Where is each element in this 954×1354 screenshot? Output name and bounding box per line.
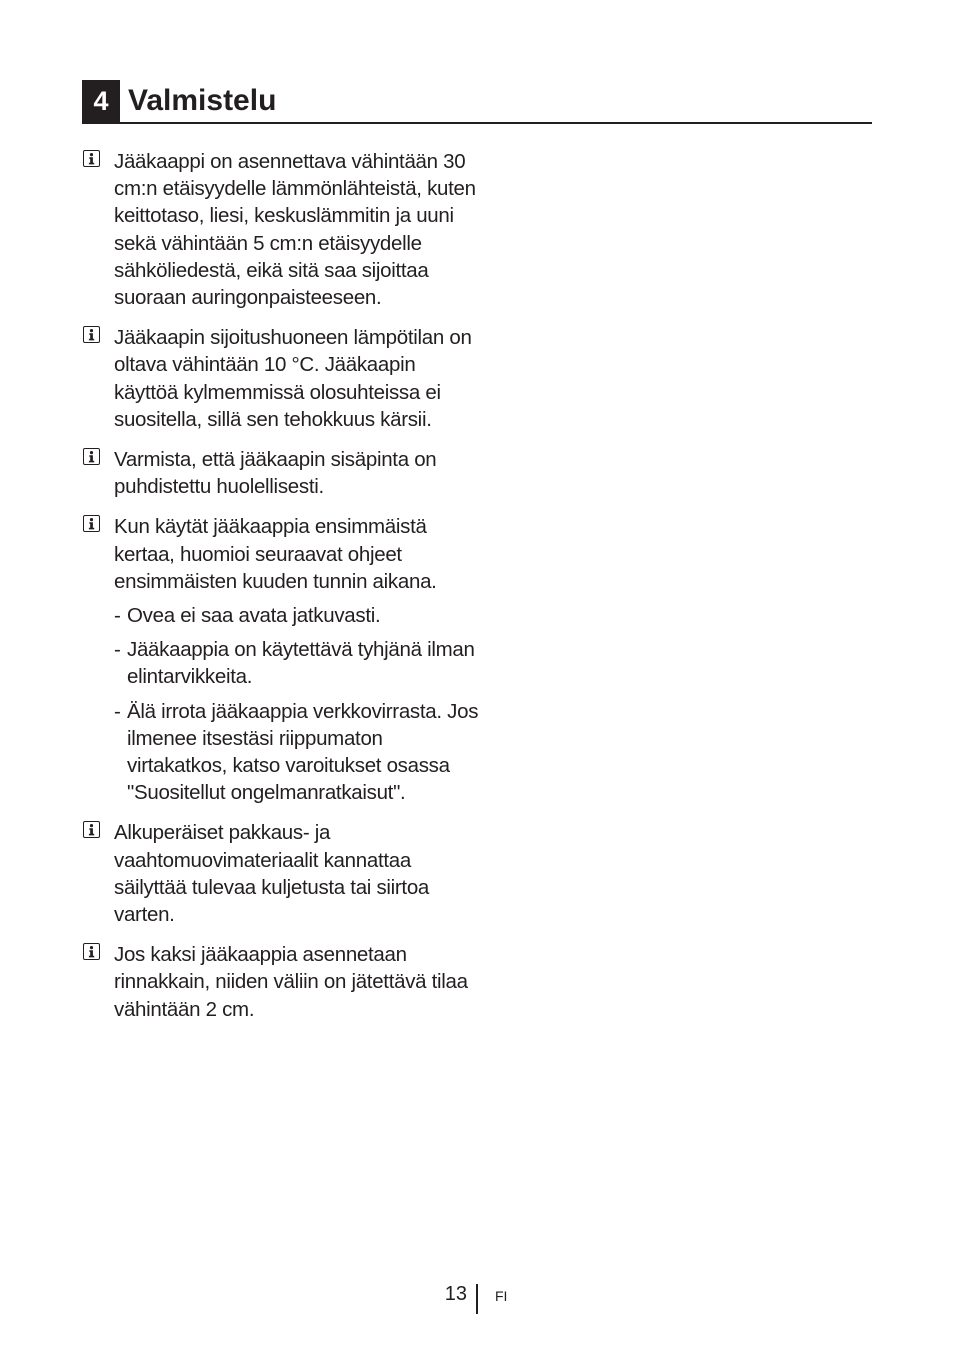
section-title: Valmistelu bbox=[128, 84, 277, 117]
note-text: Jos kaksi jääkaappia asennetaan rinnakkain, niiden väliin on jätettävä tilaa vähintään 2 cm. bbox=[114, 943, 468, 1021]
notes-column bbox=[82, 148, 482, 1036]
info-icon bbox=[83, 821, 100, 838]
note-clean-interior bbox=[82, 446, 482, 500]
note-text: Jääkaapin sijoitushuoneen lämpötilan on oltava vähintään 10 °C. Jääkaapin käyttöä kylmemmissä olosuhteissa ei suositella, sillä sen tehokkuus kärsii. bbox=[114, 326, 472, 431]
page-footer bbox=[0, 1278, 954, 1318]
list-item: - Ovea ei saa avata jatkuvasti. bbox=[114, 602, 482, 629]
note-text: Varmista, että jääkaapin sisäpinta on puhdistettu huolellisesti. bbox=[114, 448, 437, 499]
info-icon bbox=[83, 150, 100, 167]
info-icon bbox=[83, 326, 100, 343]
info-icon bbox=[83, 943, 100, 960]
info-icon bbox=[83, 515, 100, 532]
note-room-temperature bbox=[82, 324, 482, 433]
page-number: 13 bbox=[444, 1283, 467, 1305]
note-two-fridges-spacing bbox=[82, 941, 482, 1023]
note-text: Kun käytät jääkaappia ensimmäistä kertaa, huomioi seuraavat ohjeet ensimmäisten kuuden tunnin aikana. bbox=[114, 515, 437, 593]
language-code: FI bbox=[495, 1288, 508, 1304]
section-number: 4 bbox=[82, 80, 120, 122]
footer-divider bbox=[476, 1284, 478, 1314]
section-header bbox=[82, 80, 872, 124]
list-item: - Jääkaappia on käytettävä tyhjänä ilman elintarvikkeita. bbox=[114, 636, 482, 690]
note-first-use bbox=[82, 513, 482, 806]
list-item: - Älä irrota jääkaappia verkkovirrasta. Jos ilmenee itsestäsi riippumaton virtakatkos, katso varoitukset osassa "Suositellut ongelmanratkaisut". bbox=[114, 698, 482, 807]
note-distance-from-heat bbox=[82, 148, 482, 311]
note-text: Alkuperäiset pakkaus- ja vaahtomuovimateriaalit kannattaa säilyttää tulevaa kuljetusta tai siirtoa varten. bbox=[114, 821, 430, 927]
note-keep-packaging bbox=[82, 819, 482, 928]
note-text: Jääkaappi on asennettava vähintään 30 cm:n etäisyydelle lämmönlähteistä, kuten keittotaso, liesi, keskuslämmitin ja uuni sekä vähintään 5 cm:n etäisyydelle sähköliedestä, eikä sitä saa sijoittaa suoraan auringonpaisteeseen. bbox=[114, 150, 476, 310]
info-icon bbox=[83, 448, 100, 465]
first-use-instructions bbox=[114, 602, 482, 806]
